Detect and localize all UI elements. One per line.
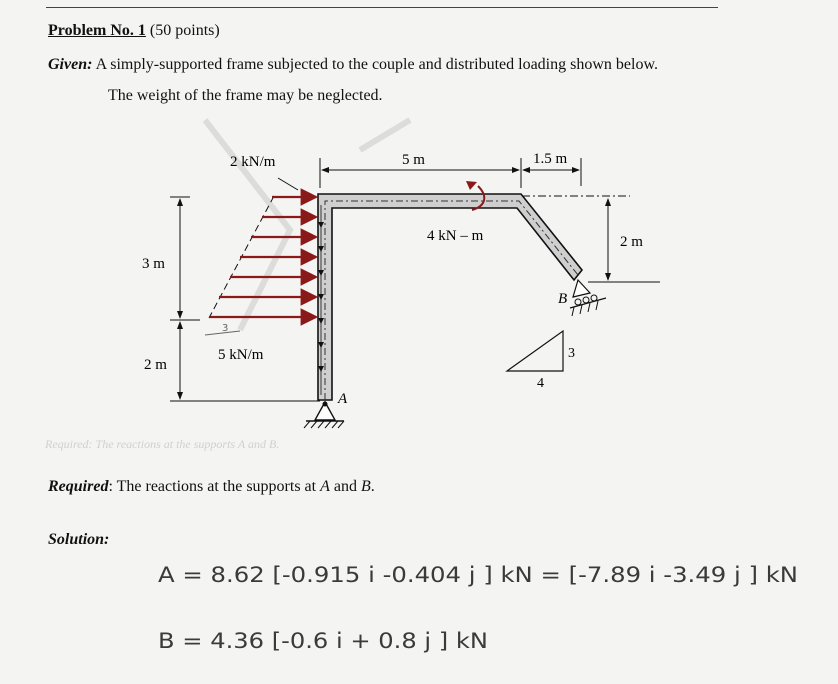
dimension-left	[142, 197, 320, 401]
faded-background-sketch	[205, 120, 410, 330]
problem-title: Problem No. 1	[48, 22, 146, 39]
faded-required-text: Required: The reactions at the supports A and B.	[45, 437, 280, 451]
load-bottom-label: 5 kN/m	[218, 347, 264, 363]
required-b: B	[361, 478, 371, 495]
required-a: A	[320, 478, 330, 495]
required-label: Required	[48, 478, 109, 495]
dim-2m-right-label: 2 m	[620, 234, 643, 250]
distributed-load	[209, 196, 324, 395]
required-line	[48, 478, 375, 496]
pencil-mark-label: 3	[222, 323, 229, 334]
required-and: and	[329, 478, 361, 495]
given-colon: :	[87, 56, 93, 73]
dimension-1-5m	[523, 151, 581, 186]
couple-label: 4 kN – m	[427, 228, 484, 244]
frame-member	[318, 194, 582, 400]
solution-label: Solution:	[48, 531, 110, 548]
slope-rise-label: 3	[568, 346, 575, 361]
slope-triangle	[507, 331, 575, 391]
load-top-leader	[278, 178, 298, 190]
given-label: Given	[48, 56, 88, 73]
solution-line-a: A = 8.62 [-0.915 i -0.404 j ] kN = [-7.89 i -3.49 j ] kN	[158, 563, 798, 587]
dim-2m-left-label: 2 m	[144, 357, 167, 373]
dimension-5m	[320, 152, 521, 188]
couple-moment	[427, 181, 484, 244]
dim-3m-label: 3 m	[142, 256, 165, 272]
roller-support-b	[558, 280, 606, 316]
required-text: : The reactions at the supports at	[108, 478, 321, 495]
support-a-label: A	[338, 391, 348, 407]
load-top-label: 2 kN/m	[230, 154, 276, 170]
support-b-label: B	[558, 291, 568, 307]
dim-1-5m-label: 1.5 m	[533, 151, 568, 167]
problem-points: (50 points)	[149, 22, 220, 39]
dimension-2m-right	[588, 199, 660, 282]
solution-line-b: B = 4.36 [-0.6 i + 0.8 j ] kN	[158, 629, 488, 653]
given-text-1: A simply-supported frame subjected to the couple and distributed loading shown below.	[95, 56, 658, 73]
required-end: .	[370, 478, 375, 495]
given-text-2: The weight of the frame may be neglected.	[108, 87, 383, 104]
dim-5m-label: 5 m	[402, 152, 425, 168]
slope-run-label: 4	[537, 376, 544, 391]
